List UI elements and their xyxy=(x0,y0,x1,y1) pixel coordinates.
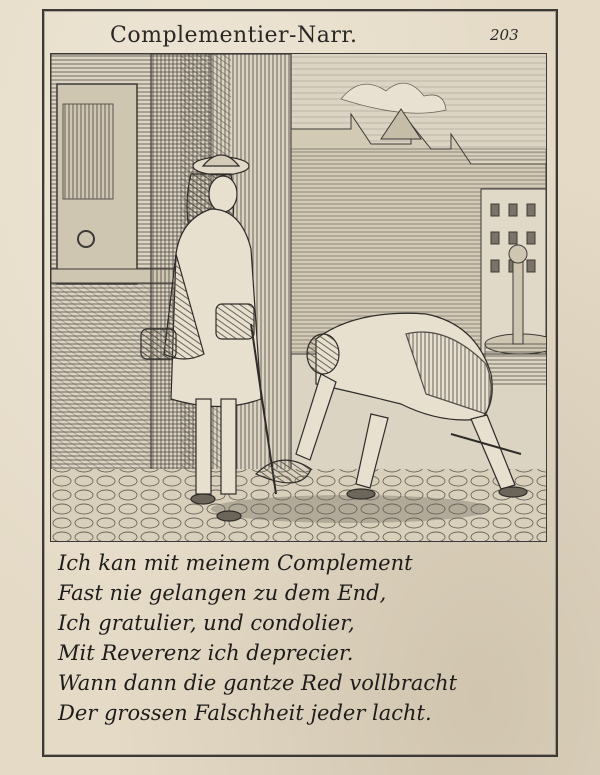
verse-line: Wann dann die gantze Red vollbracht xyxy=(58,671,458,695)
engraving-title: Complementier-Narr. xyxy=(110,23,358,48)
engraving-illustration xyxy=(50,53,547,542)
verse-line: Ich gratulier, und condolier, xyxy=(58,611,355,635)
verse-line: Ich kan mit meinem Complement xyxy=(58,551,413,575)
page-number: 203 xyxy=(490,26,519,44)
verse-line: Fast nie gelangen zu dem End, xyxy=(58,581,387,605)
verse-line: Der grossen Falschheit jeder lacht. xyxy=(58,701,432,725)
verse-line: Mit Reverenz ich deprecier. xyxy=(58,641,354,665)
engraving-verse xyxy=(58,548,538,738)
